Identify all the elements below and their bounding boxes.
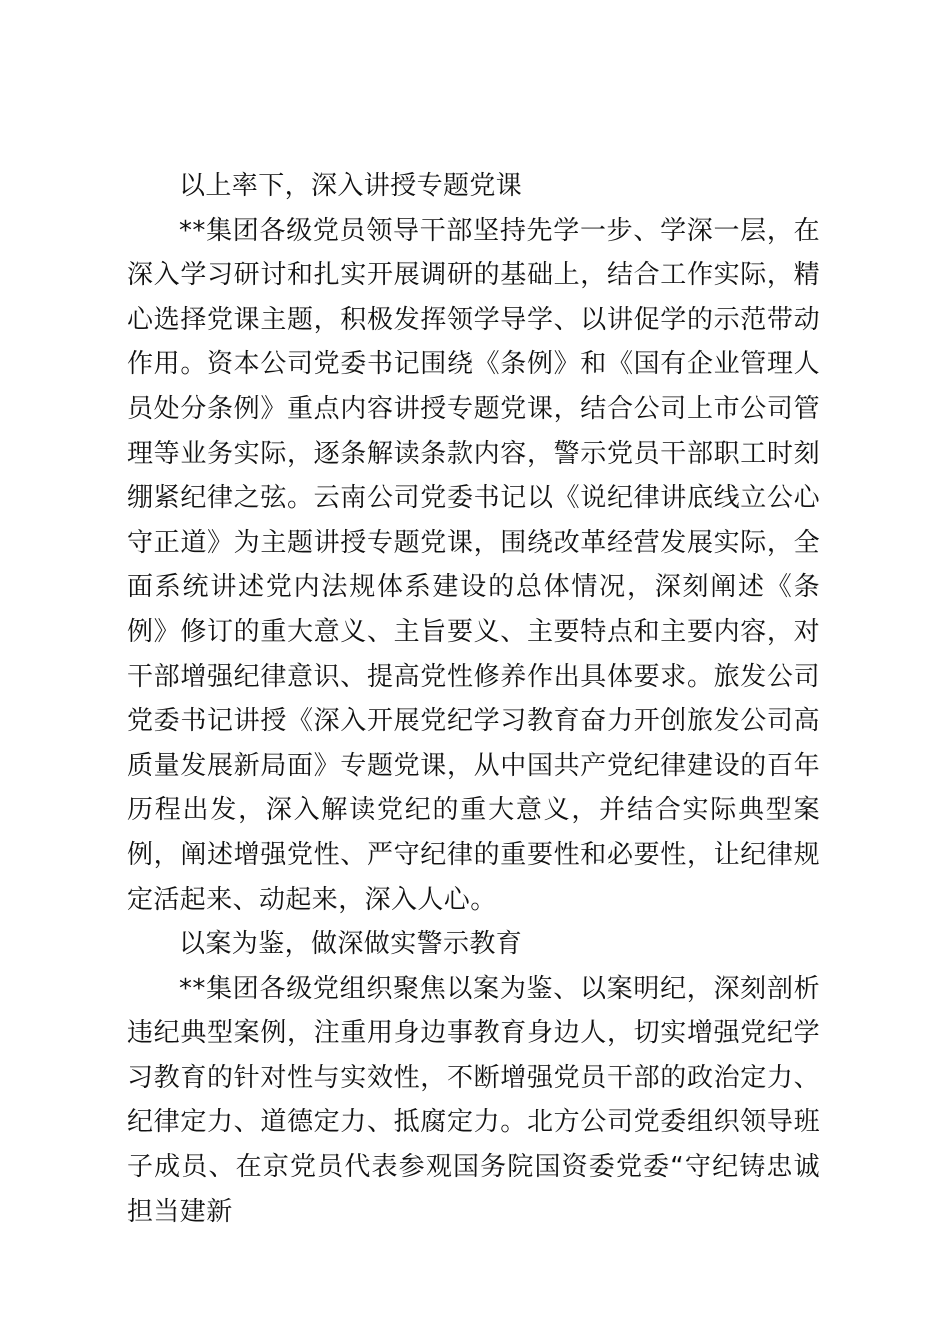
paragraph-party-lectures: **集团各级党员领导干部坚持先学一步、学深一层，在深入学习研讨和扎实开展调研的基础上，结合工作实际，精心选择党课主题，积极发挥领学导学、以讲促学的示范带动作用。资本公司党委书记围绕《条例》和《国有企业管理人员处分条例》重点内容讲授专题党课，结合公司上市公司管理等业务实际，逐条解读条款内容，警示党员干部职工时刻绷紧纪律之弦。云南公司党委书记以《说纪律讲底线立公心守正道》为主题讲授专题党课，围绕改革经营发展实际，全面系统讲述党内法规体系建设的总体情况，深刻阐述《条例》修订的重大意义、主旨要义、主要特点和主要内容，对干部增强纪律意识、提高党性修养作出具体要求。旅发公司党委书记讲授《深入开展党纪学习教育奋力开创旅发公司高质量发展新局面》专题党课，从中国共产党纪律建设的百年历程出发，深入解读党纪的重大意义，并结合实际典型案例，阐述增强党性、严守纪律的重要性和必要性，让纪律规定活起来、动起来，深入人心。 — [127, 215, 820, 915]
paragraph-warning-education: **集团各级党组织聚焦以案为鉴、以案明纪，深刻剖析违纪典型案例，注重用身边事教育身边人，切实增强党纪学习教育的针对性与实效性，不断增强党员干部的政治定力、纪律定力、道德定力、抵腐定力。北方公司党委组织领导班子成员、在京党员代表参观国务院国资委党委“守纪铸忠诚担当建新 — [127, 973, 820, 1227]
section-heading-warning-education: 以案为鉴，做深做实警示教育 — [179, 929, 523, 960]
document-body — [127, 164, 820, 1234]
section-heading-lead-by-example: 以上率下，深入讲授专题党课 — [179, 171, 523, 201]
